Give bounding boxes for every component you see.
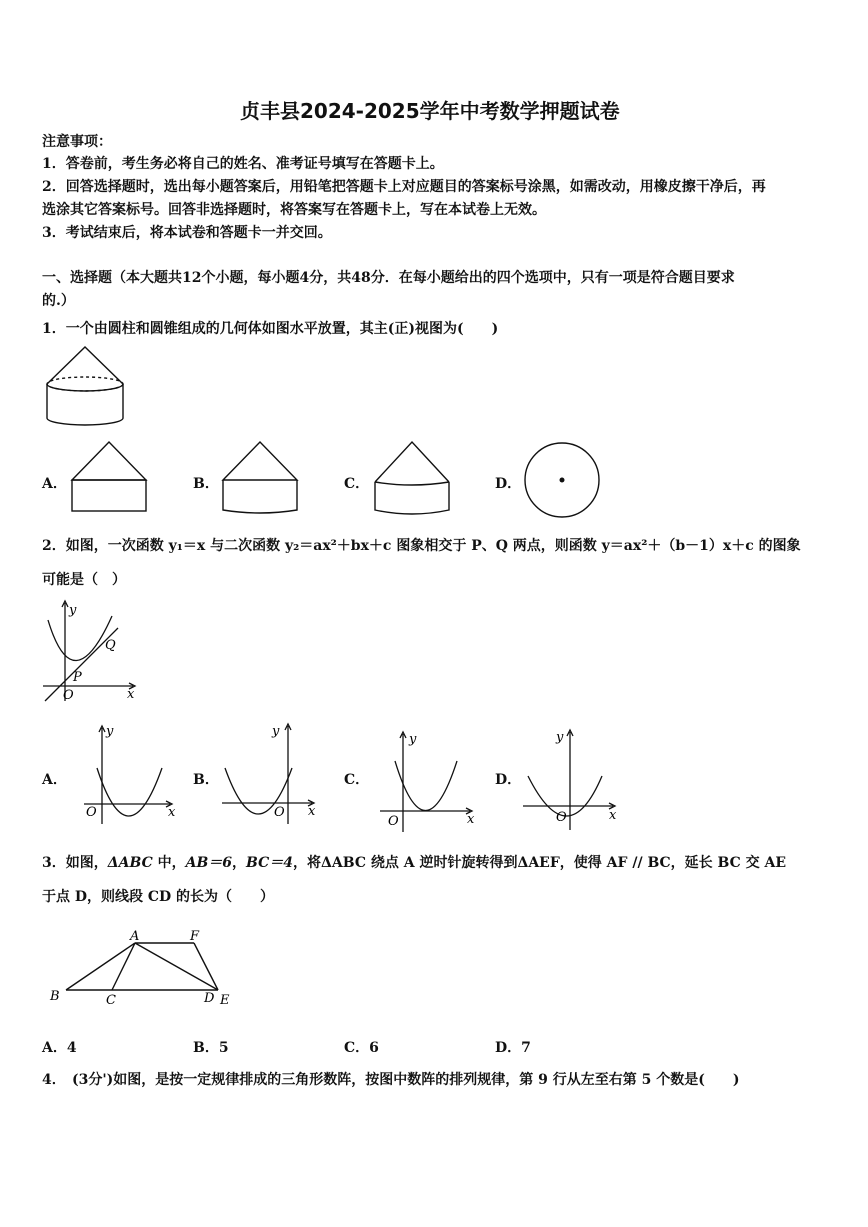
question-2-stem-cont: 可能是（ ） (42, 572, 126, 588)
q3-option-d-label: D． (495, 1040, 522, 1056)
q3-stem-rot: ，将ΔABC 绕点 A 逆时针旋转得到ΔAEF，使得 AF // BC，延长 BC 交 AE (293, 855, 787, 871)
q2-option-b-graph (218, 720, 322, 828)
q2-ref-x-label: x (127, 687, 135, 702)
q1-option-c-label[interactable]: C． (344, 476, 370, 492)
q3-option-b-label: B． (193, 1040, 219, 1056)
q3-option-a[interactable] (42, 1037, 77, 1057)
q2-option-d-label[interactable]: D． (495, 772, 522, 788)
q3-point-d: D (204, 991, 215, 1006)
q2-a-y-label: y (106, 724, 114, 739)
q2-a-x-label: x (168, 805, 176, 820)
notice-item-2: 2．回答选择题时，选出每小题答案后，用铅笔把答题卡上对应题目的答案标号涂黑，如需改动，用橡皮擦干净后，再 (42, 179, 766, 195)
q3-option-a-value: 4 (66, 1040, 77, 1056)
q3-point-b: B (50, 989, 60, 1004)
q1-option-c-figure (373, 440, 453, 518)
q2-reference-graph (40, 598, 140, 703)
q3-triangle-name: ΔABC (107, 855, 153, 871)
q3-figure (46, 930, 246, 1010)
q2-ref-q-label: Q (105, 638, 116, 653)
q2-option-b-label[interactable]: B． (193, 772, 219, 788)
notice-heading: 注意事项： (42, 134, 112, 150)
q2-option-c-label[interactable]: C． (344, 772, 370, 788)
q2-option-d-graph (520, 726, 624, 834)
q3-option-a-label: A． (42, 1040, 67, 1056)
q3-stem-pre: 3．如图， (42, 855, 108, 871)
q1-option-d-label[interactable]: D． (495, 476, 522, 492)
q2-option-c-graph (378, 728, 482, 836)
q3-option-b[interactable] (193, 1037, 229, 1057)
q3-option-d-value: 7 (521, 1040, 531, 1056)
q2-d-origin-label: O (556, 810, 567, 825)
q3-stem-mid: 中， (152, 855, 186, 871)
q3-option-b-value: 5 (218, 1040, 229, 1056)
q3-stem-sep: ， (232, 855, 247, 871)
q2-c-origin-label: O (388, 814, 399, 829)
question-3-stem (42, 852, 786, 874)
q3-point-a: A (130, 929, 140, 944)
question-2-stem: 2．如图，一次函数 y₁＝x 与二次函数 y₂＝ax²＋bx＋c 图象相交于 P、Q 两点，则函数 y＝ax²＋（b－1）x＋c 的图象 (42, 538, 801, 554)
q3-bc-value: BC＝4 (246, 855, 294, 871)
q2-option-a-graph (80, 720, 184, 828)
q1-option-a-figure (70, 440, 150, 514)
notice-item-1: 1．答卷前，考生务必将自己的姓名、准考证号填写在答题卡上。 (42, 156, 444, 172)
q2-b-y-label: y (272, 724, 280, 739)
page-title: 贞丰县2024-2025学年中考数学押题试卷 (240, 99, 620, 123)
q3-option-c[interactable] (344, 1037, 379, 1057)
question-4-number: 4． (42, 1072, 66, 1088)
q3-point-e: E (220, 993, 230, 1008)
q1-option-b-figure (221, 440, 301, 516)
q3-option-c-label: C． (344, 1040, 370, 1056)
q3-point-c: C (106, 993, 116, 1008)
q1-option-b-label[interactable]: B． (193, 476, 219, 492)
section-heading: 一、选择题（本大题共12个小题，每小题4分，共48分．在每小题给出的四个选项中，只有一项是符合题目要求 (42, 270, 735, 286)
notice-item-2-cont: 选涂其它答案标号。回答非选择题时，将答案写在答题卡上，写在本试卷上无效。 (42, 202, 546, 218)
q2-ref-p-label: P (73, 670, 82, 685)
q2-d-y-label: y (556, 730, 564, 745)
question-1-stem: 1．一个由圆柱和圆锥组成的几何体如图水平放置，其主(正)视图为( ) (42, 321, 499, 337)
notice-item-3: 3．考试结束后，将本试卷和答题卡一并交回。 (42, 225, 332, 241)
q2-b-x-label: x (308, 804, 316, 819)
q2-ref-origin-label: O (63, 688, 74, 703)
q1-solid-figure (44, 344, 130, 430)
q3-option-d[interactable] (495, 1037, 531, 1057)
q2-ref-y-label: y (69, 603, 77, 618)
q2-c-x-label: x (467, 812, 475, 827)
section-heading-cont: 的.） (42, 293, 75, 309)
question-3-stem-cont: 于点 D，则线段 CD 的长为（ ） (42, 889, 275, 905)
q3-ab-value: AB＝6 (185, 855, 233, 871)
q1-option-d-figure (524, 442, 604, 522)
q2-d-x-label: x (609, 808, 617, 823)
q1-option-a-label[interactable]: A． (42, 476, 67, 492)
question-4-stem: (3分')如图，是按一定规律排成的三角形数阵，按图中数阵的排列规律，第 9 行从左至右第 5 个数是( ) (72, 1072, 740, 1088)
q2-option-a-label[interactable]: A． (42, 772, 67, 788)
q2-a-origin-label: O (86, 805, 97, 820)
q3-option-c-value: 6 (369, 1040, 379, 1056)
q3-point-f: F (190, 929, 200, 944)
q2-b-origin-label: O (274, 805, 285, 820)
q2-c-y-label: y (409, 732, 417, 747)
